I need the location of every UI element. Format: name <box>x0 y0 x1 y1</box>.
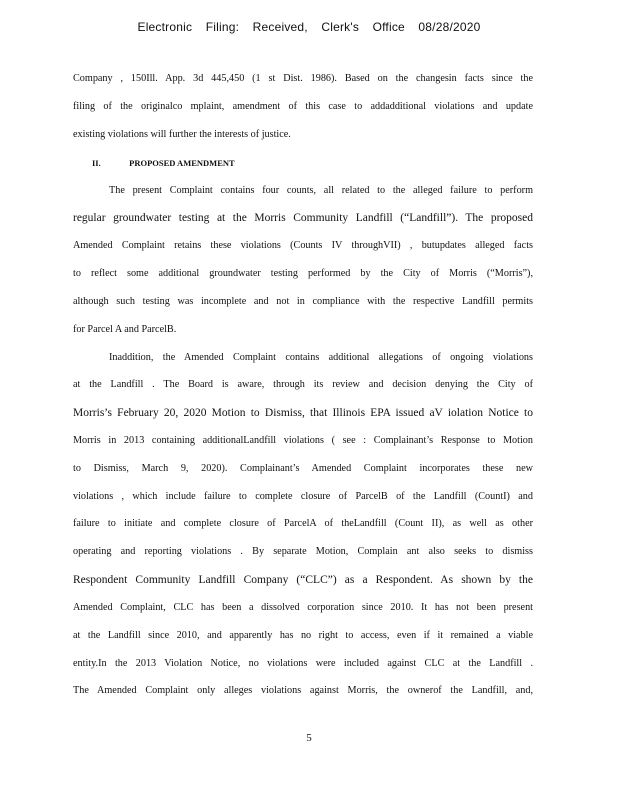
body-line: The Amended Complaint only alleges violations against Morris, the ownerof the Landfill, and, <box>73 685 533 696</box>
body-line: regular groundwater testing at the Morris Community Landfill (“Landfill”). The proposed <box>73 212 533 224</box>
section-heading <box>92 156 235 170</box>
body-line: Respondent Community Landfill Company (“CLC”) as a Respondent. As shown by the <box>73 574 533 586</box>
body-line: Amended Complaint retains these violations (Counts IV throughVII) , butupdates alleged facts <box>73 240 533 251</box>
body-line: Inaddition, the Amended Complaint contains additional allegations of ongoing violations <box>109 352 533 363</box>
electronic-filing-header: Electronic Filing: Received, Clerk's Office 08/28/2020 <box>137 20 481 34</box>
body-line: failure to initiate and complete closure of ParcelA of theLandfill (Count II), as well as other <box>73 518 533 529</box>
body-line: operating and reporting violations . By separate Motion, Complain ant also seeks to dismiss <box>73 546 533 557</box>
body-line: Amended Complaint, CLC has been a dissolved corporation since 2010. It has not been present <box>73 602 533 613</box>
body-line: filing of the originalco mplaint, amendment of this case to addadditional violations and update <box>73 101 533 112</box>
section-number: II. <box>92 158 101 168</box>
body-line: for Parcel A and ParcelB. <box>73 324 177 335</box>
page-number: 5 <box>306 732 312 744</box>
body-line: entity.In the 2013 Violation Notice, no violations were included against CLC at the Landfill . <box>73 658 533 669</box>
body-line: The present Complaint contains four counts, all related to the alleged failure to perform <box>109 185 533 196</box>
body-line: at the Landfill since 2010, and apparently has no right to access, even if it remained a viable <box>73 630 533 641</box>
body-line: Morris in 2013 containing additionalLandfill violations ( see : Complainant’s Response to Motion <box>73 435 533 446</box>
body-line: existing violations will further the interests of justice. <box>73 129 291 140</box>
body-line: to reflect some additional groundwater testing performed by the City of Morris (“Morris”), <box>73 268 533 279</box>
body-line: although such testing was incomplete and not in compliance with the respective Landfill permits <box>73 296 533 307</box>
body-line: at the Landfill . The Board is aware, through its review and decision denying the City of <box>73 379 533 390</box>
body-line: to Dismiss, March 9, 2020). Complainant’s Amended Complaint incorporates these new <box>73 463 533 474</box>
section-title: PROPOSED AMENDMENT <box>129 158 235 168</box>
body-line: Company , 150Ill. App. 3d 445,450 (1 st Dist. 1986). Based on the changesin facts since the <box>73 73 533 84</box>
body-line: violations , which include failure to complete closure of ParcelB of the Landfill (CountI) and <box>73 491 533 502</box>
body-line: Morris’s February 20, 2020 Motion to Dismiss, that Illinois EPA issued aV iolation Notice to <box>73 407 533 419</box>
